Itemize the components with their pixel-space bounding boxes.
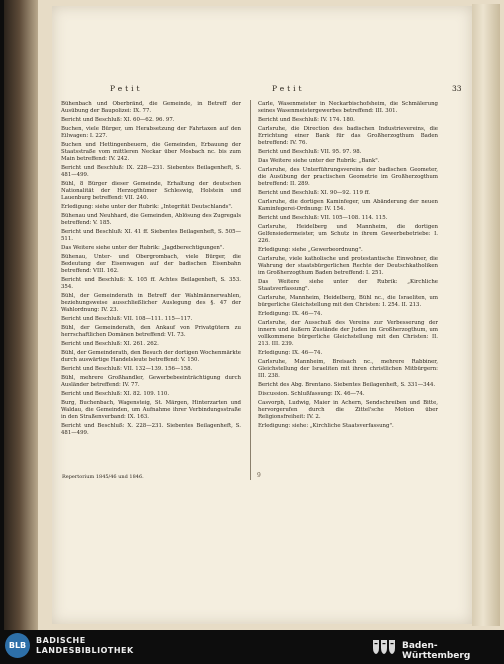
page-edges [472, 4, 500, 626]
index-entry: Carlsruhe, der Ausschuß des Vereins zur Verbesserung der innern und äußern Zustände der Juden im Großherzogthum, um vollkommene bürgerliche Gleichstellung mit den Christen: II. 213. III. 239. [258, 320, 438, 347]
index-entry: Bühl, der Gemeinderath in Betreff der Wahlmännerwahlen, beziehungsweise ausschließlicher Auslegung des §. 47 der Wahlordnung: IV. 23. [61, 293, 241, 313]
right-column [258, 101, 438, 432]
index-entry: Bericht und Beschluß: XI. 82. 109. 110. [61, 391, 170, 397]
index-entry: Bühenbach und Oberbränd, die Gemeinde, in Betreff der Ausübung der Baupolizei: IX. 77. [61, 101, 241, 114]
index-entry: Bühl, der Gemeinderath, den Ankauf von Privatgütern zu herrschaftlichen Domänen betreffend: VI. 73. [61, 325, 241, 338]
index-entry: Bericht und Beschluß: X. 105 ff. Achtes Beilagenheft, S. 353. 354. [61, 277, 241, 290]
index-entry: Bericht des Abg. Brentano. Siebentes Beilagenheft, S. 331—344. [258, 382, 436, 388]
index-entry: Erledigung: IX. 46—74. [258, 311, 323, 317]
index-entry: Erledigung: siehe „Gewerbeordnung". [258, 247, 363, 253]
index-entry: Bühl, mehrere Großhandler, Gewerbebeeinträchtigung durch Ausländer betreffend: IV. 77. [61, 375, 241, 388]
index-entry: Erledigung: siehe unter der Rubrik: „Integrität Deutschlands". [61, 204, 233, 210]
index-entry: Bericht und Beschluß: XI. 41 ff. Siebentes Beilagenheft, S. 505—511. [61, 229, 241, 242]
index-entry: Carlsruhe, des Unterführungsvereins der badischen Geometer, die Ausübung der practischen Geometrie im Großherzogthum betreffend: II. 289. [258, 167, 438, 187]
index-entry: Bericht und Beschluß: VII. 105—108. 114. 115. [258, 215, 388, 221]
index-entry: Carlsruhe, viele katholische und protestantische Einwohner, die Wahrung der staatsbürgerlichen Rechte der Deutschkatholiken im Großherzogthum Baden betreffend: I. 251. [258, 256, 438, 276]
index-entry: Bühenau, Unter- und Obergrombach, viele Bürger, die Bedeutung der Eisenwagen auf der badischen Eisenbahn betreffend: VIII. 162. [61, 254, 241, 274]
index-entry: Bühenau und Neuhhard, die Gemeinden, Ablösung des Zugregals betreffend: V. 185. [61, 213, 241, 226]
index-entry: Bericht und Beschluß: IX. 228—231. Siebentes Beilagenheft, S. 481—499. [61, 165, 241, 178]
index-entry: Bericht und Beschluß: X. 228—231. Siebentes Beilagenheft, S. 481—499. [61, 423, 241, 436]
book-spine [4, 0, 38, 630]
baden-wuerttemberg-coat-of-arms-icon[interactable] [371, 638, 397, 656]
index-entry: Burg, Buchenbach, Wagensteig, St. Märgen, Hinterzarten und Waldau, die Gemeinden, um Aufnahme ihrer Verbindungsstraße in den Straßenverband: IX. 163. [61, 400, 241, 420]
index-entry: Buchen und Hettingenbeuern, die Gemeinden, Erbauung der Staatsstraße vom mittleren Neckar über Mosbach nc. bis zum Main betreffend: IV. 242. [61, 142, 241, 162]
index-entry: Carlsruhe, Heidelberg und Mannheim, die dortigen Gelfensiedermeister, um Schutz in ihrem Gewerbebetriebe: I. 226. [258, 224, 438, 244]
running-head-right: Petit [272, 84, 305, 93]
index-entry: Das Weitere siehe unter der Rubrik: „Kirchliche Staatsverfassung". [258, 279, 438, 292]
column-divider [250, 100, 251, 480]
index-entry: Carlsruhe, Mannheim, Breisach nc., mehrere Rabbiner, Gleichstellung der Israeliten mit ihren christlichen Mitbürgern: III. 238. [258, 359, 438, 379]
page-number: 33 [452, 84, 462, 93]
index-entry: Bühl, 8 Bürger dieser Gemeinde, Erhaltung der deutschen Nationalität der Herzogthümer Schleswig, Holstein und Lauenburg betreffend: VII. 240. [61, 181, 241, 201]
index-entry: Bericht und Beschluß: XI. 60—62. 96. 97. [61, 117, 175, 123]
index-entry: Bericht und Beschluß: XI. 261. 262. [61, 341, 159, 347]
blb-line-1: BADISCHE [36, 636, 86, 645]
index-entry: Erledigung: siehe: „Kirchliche Staatsverfassung". [258, 423, 394, 429]
running-head-left: Petit [110, 84, 143, 93]
blb-logo-icon[interactable]: BLB [5, 633, 30, 658]
index-entry: Bühl, der Gemeinderath, den Besuch der dortigen Wochenmärkte durch auswärtige Handelsleute betreffend: V. 150. [61, 350, 241, 363]
index-entry: Buchen, viele Bürger, um Herabsetzung der Fahrtaxen auf den Eilwagen: I. 227. [61, 126, 241, 139]
signature-line: Repertorium 1845/46 und 1846. [62, 474, 144, 480]
index-entry: Carle, Wasenmeister in Neckarbischofsheim, die Schmälerung seines Wasenmeistergewerbes betreffend: III. 301. [258, 101, 438, 114]
blb-wordmark[interactable] [36, 636, 134, 656]
index-entry: Discussion. Schlußfassung: IX. 46—74. [258, 391, 365, 397]
index-entry: Bericht und Beschluß: VII. 132—139. 156—158. [61, 366, 193, 372]
baden-wuerttemberg-wordmark[interactable]: Baden-Württemberg [402, 641, 471, 661]
index-entry: Carlsruhe, die dortigen Kaminfeger, um Abänderung der neuen Kaminfegerei-Ordnung: IV. 154. [258, 199, 438, 212]
index-entry: Bericht und Beschluß: VII. 95. 97. 98. [258, 149, 362, 155]
index-entry: Bericht und Beschluß: IV. 174. 180. [258, 117, 355, 123]
index-entry: Bericht und Beschluß: XI. 90—92. 119 ff. [258, 190, 370, 196]
index-entry: Casvorph, Ludwig, Maier in Achern, Sendschreiben und Bitte, hervorgerufen durch die Zittel'sche Motion über Religionsfreiheit: IV. 2. [258, 400, 438, 420]
index-entry: Carlsruhe, die Direction des badischen Industrievereins, die Errichtung einer Bank für das Großherzogthum Baden betreffend: IV. 76. [258, 126, 438, 146]
index-entry: Das Weitere siehe unter der Rubrik: „Jagdberechtigungen". [61, 245, 225, 251]
index-entry: Erledigung: IX. 46—74. [258, 350, 323, 356]
index-entry: Das Weitere siehe unter der Rubrik: „Bank". [258, 158, 380, 164]
index-entry: Bericht und Beschluß: VII. 108—111. 115—117. [61, 316, 193, 322]
blb-line-2: LANDESBIBLIOTHEK [36, 646, 134, 655]
footer-mark: 9 [257, 472, 261, 479]
left-column [61, 101, 241, 439]
index-entry: Carlsruhe, Mannheim, Heidelberg, Bühl nc., die Israeliten, um bürgerliche Gleichstellung mit den Christen: I. 254. II. 213. [258, 295, 438, 308]
